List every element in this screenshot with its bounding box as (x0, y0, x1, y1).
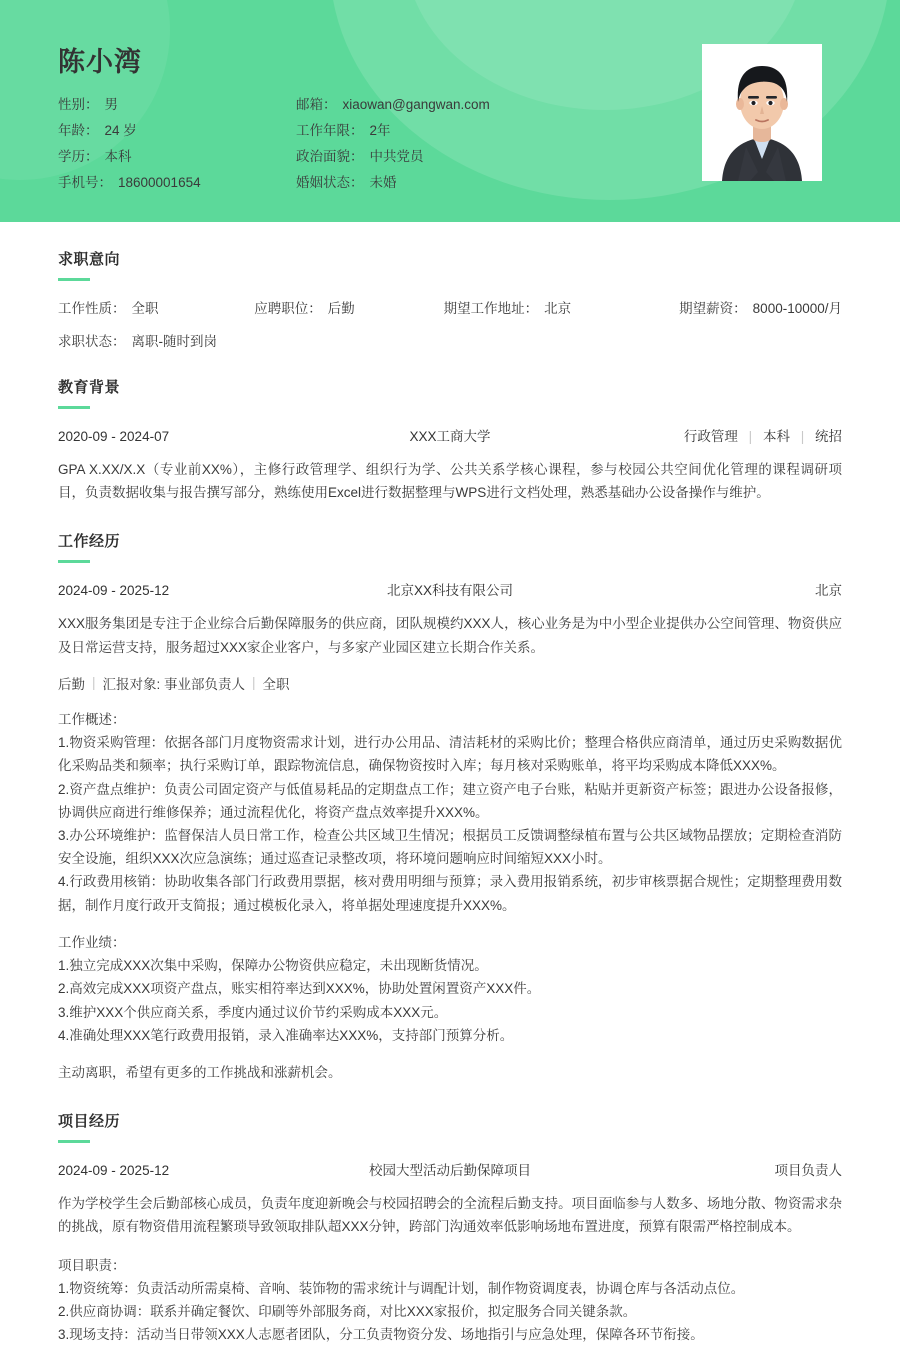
project-duty-item: 1.物资统筹：负责活动所需桌椅、音响、装饰物的需求统计与调配计划，制作物资调度表，协调仓库与各活动点位。 (58, 1280, 745, 1296)
job-position-value: 后勤 (327, 301, 355, 316)
job-location-label: 期望工作地址： (443, 301, 539, 316)
project-description: 作为学校学生会后勤部核心成员，负责年度迎新晚会与校园招聘会的全流程后勤支持。项目面临参与人数多、场地分散、物资需求杂的挑战，原有物资借用流程繁琐导致领取排队超XXX分钟，跨部门沟通效率低影响场地布置进度，预算有限需严格控制成本。 (58, 1196, 842, 1235)
job-salary-label: 期望薪资： (679, 301, 747, 316)
job-salary-value: 8000-10000/月 (752, 301, 842, 316)
work-tag-report-to: 汇报对象: 事业部负责人 (102, 676, 246, 692)
section-project-experience (58, 1084, 842, 1346)
job-nature-label: 工作性质： (58, 301, 126, 316)
section-job-intention (58, 222, 842, 350)
job-intention-fields (58, 297, 842, 317)
info-experience-years-label: 工作年限： (296, 123, 364, 138)
meta-separator-icon: | (800, 429, 805, 444)
work-achievement-block (58, 931, 842, 1047)
work-entry-header (58, 579, 842, 599)
section-title-job-intention: 求职意向 (58, 251, 121, 268)
meta-separator-icon: | (252, 675, 256, 691)
education-degree: 本科 (762, 429, 790, 444)
section-accent-rule (58, 1140, 90, 1143)
work-achievement-item: 1.独立完成XXX次集中采购，保障办公物资供应稳定，未出现断货情况。 (58, 958, 488, 974)
project-entry-header (58, 1159, 842, 1179)
section-title-work-experience: 工作经历 (58, 533, 121, 551)
section-accent-rule (58, 560, 90, 563)
info-gender-value: 男 (104, 97, 118, 112)
job-salary (679, 297, 842, 317)
job-position-label: 应聘职位： (254, 301, 322, 316)
info-experience-years-value: 2年 (369, 123, 391, 138)
work-achievement-label: 工作业绩： (58, 934, 126, 950)
work-achievement-item: 3.维护XXX个供应商关系，季度内通过议价节约采购成本XXX元。 (58, 1004, 448, 1020)
info-political-status (296, 144, 424, 170)
work-overview-label: 工作概述： (58, 711, 126, 727)
job-location-value: 北京 (544, 301, 572, 316)
work-achievement-item: 4.准确处理XXX笔行政费用报销，录入准确率达XXX%，支持部门预算分析。 (58, 1027, 514, 1043)
personal-info-row (58, 118, 658, 144)
info-marital-status-label: 婚姻状态： (296, 175, 364, 190)
project-duty-item: 2.供应商协调：联系并确定餐饮、印刷等外部服务商，对比XXX家报价，拟定服务合同关键条款。 (58, 1304, 637, 1320)
work-company: 北京XX科技有限公司 (386, 583, 513, 599)
personal-info-row (58, 170, 658, 196)
info-phone-label: 手机号： (58, 175, 112, 190)
info-political-status-label: 政治面貌： (296, 149, 364, 164)
project-date: 2024-09 - 2025-12 (58, 1163, 170, 1179)
section-title-education: 教育背景 (58, 379, 121, 396)
education-meta (572, 425, 842, 445)
info-education (58, 144, 296, 170)
education-entry-header (58, 425, 842, 445)
work-leave-reason: 主动离职，希望有更多的工作挑战和涨薪机会。 (58, 1064, 342, 1080)
work-overview-item: 3.办公环境维护：监督保洁人员日常工作，检查公共区域卫生情况；根据员工反馈调整绿植布置与公共区域物品摆放；定期检查消防安全设施，组织XXX次应急演练；通过巡查记录整改项，将环境问题响应时间缩短XXX小时。 (58, 827, 842, 867)
project-role: 项目负责人 (774, 1163, 842, 1179)
project-duty-item: 3.现场支持：活动当日带领XXX人志愿者团队，分工负责物资分发、场地指引与应急处理，保障各环节衔接。 (58, 1327, 704, 1343)
work-company-intro: XXX服务集团是专注于企业综合后勤保障服务的供应商，团队规模约XXX人，核心业务是为中小型企业提供办公空间管理、物资供应及日常运营支持，服务超过XXX家企业客户，与多家产业园区建立长期合作关系。 (58, 616, 842, 655)
work-date: 2024-09 - 2025-12 (58, 583, 170, 599)
info-email-label: 邮箱： (296, 97, 337, 112)
work-overview-block (58, 708, 842, 917)
education-description: GPA X.XX/X.X（专业前XX%），主修行政管理学、组织行为学、公共关系学核心课程，参与校园公共空间优化管理的课程调研项目，负责数据收集与报告撰写部分，熟练使用Excel进行数据整理与WPS进行文档处理，熟悉基础办公设备操作与维护。 (58, 462, 842, 501)
meta-separator-icon: | (748, 429, 753, 444)
project-duty-label: 项目职责： (58, 1257, 126, 1273)
info-experience-years (296, 118, 391, 144)
info-email-value: xiaowan@gangwan.com (342, 97, 490, 112)
info-marital-status-value: 未婚 (369, 175, 397, 190)
info-marital-status (296, 170, 397, 196)
resume-header (0, 0, 900, 222)
personal-info-row (58, 144, 658, 170)
info-age-label: 年龄： (58, 123, 99, 138)
job-status-row (58, 330, 842, 350)
info-phone-value: 18600001654 (118, 175, 201, 190)
job-status-value: 离职-随时到岗 (131, 334, 217, 349)
education-admission-type: 统招 (815, 429, 842, 444)
candidate-name: 陈小湾 (58, 47, 142, 77)
block-spacer (58, 1047, 842, 1061)
job-location (444, 297, 680, 317)
work-overview-item: 1.物资采购管理：依据各部门月度物资需求计划，进行办公用品、清洁耗材的采购比价；整理合格供应商清单，通过历史采购数据优化采购品类和频率；执行采购订单，跟踪物流信息，确保物资按时入库；每月核对采购账单，将平均采购成本降低XXX%。 (58, 735, 842, 774)
info-education-label: 学历： (58, 149, 99, 164)
work-tags (58, 673, 842, 693)
info-education-value: 本科 (104, 149, 132, 164)
section-accent-rule (58, 278, 90, 281)
job-nature-value: 全职 (131, 301, 159, 316)
info-email (296, 92, 490, 118)
job-position (254, 297, 443, 317)
work-tag-role: 后勤 (58, 676, 85, 692)
education-date: 2020-09 - 2024-07 (58, 429, 170, 444)
work-overview-item: 4.行政费用核销：协助收集各部门行政费用票据，核对费用明细与预算；录入费用报销系统，初步审核票据合规性；定期整理费用数据，制作月度行政开支简报；通过模板化录入，将单据处理速度提升XXX%。 (58, 874, 842, 913)
info-age-value: 24 岁 (104, 123, 137, 138)
section-work-experience (58, 504, 842, 1084)
block-spacer (58, 917, 842, 931)
section-accent-rule (58, 406, 90, 409)
project-duty-block (58, 1254, 842, 1346)
personal-info-row (58, 92, 658, 118)
project-name: 校园大型活动后勤保障项目 (369, 1163, 531, 1179)
info-gender (58, 92, 296, 118)
education-major: 行政管理 (683, 429, 738, 444)
job-nature (58, 297, 254, 317)
info-gender-label: 性别： (58, 97, 99, 112)
section-title-project-experience: 项目经历 (58, 1113, 121, 1131)
meta-separator-icon: | (92, 675, 96, 691)
info-phone (58, 170, 296, 196)
job-status (58, 330, 217, 350)
work-achievement-item: 2.高效完成XXX项资产盘点，账实相符率达到XXX%，协助处置闲置资产XXX件。 (58, 981, 541, 997)
info-political-status-value: 中共党员 (369, 149, 424, 164)
work-overview-item: 2.资产盘点维护：负责公司固定资产与低值易耗品的定期盘点工作；建立资产电子台账，粘贴并更新资产标签；跟进办公设备报修，协调供应商进行维修保养；通过流程优化，将资产盘点效率提升XXX%。 (58, 781, 842, 820)
section-education (58, 350, 842, 504)
job-status-label: 求职状态： (58, 334, 126, 349)
avatar (702, 44, 822, 181)
education-school: XXX工商大学 (409, 429, 491, 444)
work-tag-employment-type: 全职 (262, 676, 290, 692)
personal-info-grid (58, 92, 658, 196)
work-location: 北京 (815, 583, 842, 599)
info-age (58, 118, 296, 144)
